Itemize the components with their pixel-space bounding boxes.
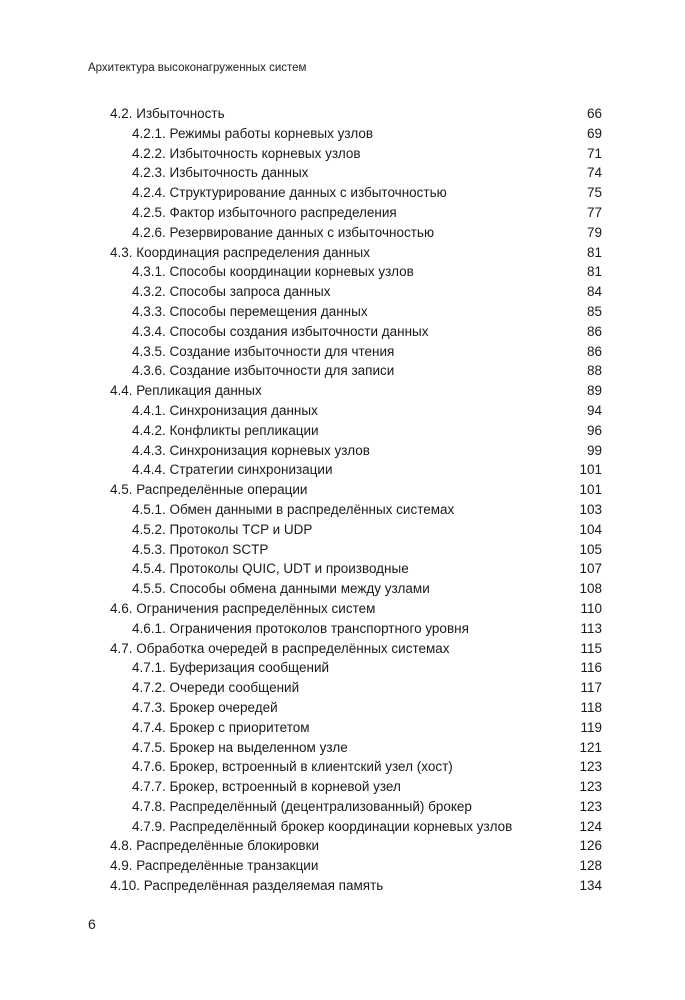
toc-entry-title: 4.7.3. Брокер очередей [132,699,278,715]
toc-subsection-entry [0,797,685,817]
toc-entry-title: 4.5.2. Протоколы TCP и UDP [132,521,313,537]
toc-entry-page: 101 [579,462,602,478]
toc-section-entry [0,639,685,659]
toc-subsection-entry [0,579,685,599]
toc-subsection-entry [0,777,685,797]
toc-entry-page: 75 [586,185,602,201]
toc-entry-title: 4.2.5. Фактор избыточного распределения [132,204,397,220]
toc-entry-page: 85 [586,303,602,319]
toc-entry-page: 126 [579,838,602,854]
toc-entry-page: 81 [586,264,602,280]
toc-entry-title: 4.7.9. Распределённый брокер координации корневых узлов [132,818,513,834]
toc-entry-page: 77 [586,204,602,220]
toc-entry-title: 4.7.7. Брокер, встроенный в корневой узел [132,779,401,795]
toc-subsection-entry [0,738,685,758]
toc-entry-page: 96 [586,422,602,438]
toc-entry-title: 4.3. Координация распределения данных [110,244,370,260]
toc-subsection-entry [0,520,685,540]
toc-subsection-entry [0,401,685,421]
toc-entry-page: 86 [586,343,602,359]
toc-entry-title: 4.5.5. Способы обмена данными между узлами [132,581,430,597]
toc-entry-title: 4.7. Обработка очередей в распределённых системах [110,640,450,656]
table-of-contents [0,104,685,896]
toc-entry-title: 4.4.3. Синхронизация корневых узлов [132,442,370,458]
toc-entry-title: 4.4.1. Синхронизация данных [132,402,318,418]
running-header: Архитектура высоконагруженных систем [88,62,307,74]
toc-section-entry [0,836,685,856]
toc-entry-page: 86 [586,323,602,339]
toc-section-entry [0,243,685,263]
toc-subsection-entry [0,757,685,777]
toc-subsection-entry [0,223,685,243]
toc-entry-title: 4.5. Распределённые операции [110,482,308,498]
toc-section-entry [0,876,685,896]
toc-entry-title: 4.7.4. Брокер с приоритетом [132,719,310,735]
toc-entry-page: 124 [579,818,602,834]
toc-subsection-entry [0,421,685,441]
toc-entry-title: 4.4. Репликация данных [110,383,262,399]
toc-entry-title: 4.2.4. Структурирование данных с избыточностью [132,185,447,201]
toc-entry-title: 4.7.1. Буферизация сообщений [132,660,330,676]
toc-entry-page: 110 [580,600,602,616]
toc-subsection-entry [0,203,685,223]
toc-subsection-entry [0,144,685,164]
toc-entry-page: 101 [579,482,602,498]
toc-entry-page: 118 [580,699,602,715]
toc-entry-title: 4.4.2. Конфликты репликации [132,422,319,438]
toc-entry-page: 121 [579,739,602,755]
toc-subsection-entry [0,718,685,738]
toc-entry-title: 4.10. Распределённая разделяемая память [110,878,384,894]
toc-entry-page: 79 [586,224,602,240]
toc-section-entry [0,104,685,124]
toc-subsection-entry [0,441,685,461]
page-number: 6 [88,916,96,932]
toc-subsection-entry [0,124,685,144]
toc-entry-title: 4.8. Распределённые блокировки [110,838,320,854]
toc-subsection-entry [0,678,685,698]
toc-subsection-entry [0,322,685,342]
toc-entry-title: 4.3.2. Способы запроса данных [132,284,331,300]
toc-entry-title: 4.3.6. Создание избыточности для записи [132,363,395,379]
toc-subsection-entry [0,817,685,837]
toc-subsection-entry [0,163,685,183]
toc-subsection-entry [0,500,685,520]
toc-subsection-entry [0,559,685,579]
toc-entry-page: 89 [586,383,602,399]
toc-entry-title: 4.2.3. Избыточность данных [132,165,309,181]
toc-entry-title: 4.3.5. Создание избыточности для чтения [132,343,395,359]
toc-entry-page: 116 [580,660,602,676]
toc-entry-page: 123 [579,779,602,795]
toc-entry-title: 4.5.3. Протокол SCTP [132,541,269,557]
toc-subsection-entry [0,282,685,302]
toc-entry-title: 4.7.5. Брокер на выделенном узле [132,739,348,755]
toc-entry-page: 134 [579,878,602,894]
toc-subsection-entry [0,698,685,718]
toc-subsection-entry [0,342,685,362]
toc-entry-title: 4.3.3. Способы перемещения данных [132,303,368,319]
toc-entry-title: 4.6. Ограничения распределённых систем [110,600,376,616]
toc-subsection-entry [0,619,685,639]
toc-entry-page: 107 [579,561,602,577]
toc-entry-page: 74 [586,165,602,181]
toc-entry-title: 4.5.4. Протоколы QUIC, UDT и производные [132,561,409,577]
toc-entry-page: 119 [580,719,602,735]
toc-entry-page: 66 [586,106,602,121]
toc-entry-page: 84 [586,284,602,300]
toc-entry-page: 94 [586,402,602,418]
toc-entry-page: 117 [580,680,602,696]
toc-entry-page: 88 [586,363,602,379]
toc-subsection-entry [0,302,685,322]
toc-entry-title: 4.3.1. Способы координации корневых узлов [132,264,414,280]
toc-entry-page: 115 [580,640,602,656]
toc-subsection-entry [0,262,685,282]
toc-entry-page: 108 [579,581,602,597]
toc-entry-page: 69 [586,125,602,141]
toc-entry-title: 4.7.6. Брокер, встроенный в клиентский узел (хост) [132,759,453,775]
toc-subsection-entry [0,183,685,203]
toc-subsection-entry [0,540,685,560]
toc-entry-title: 4.6.1. Ограничения протоколов транспортного уровня [132,620,469,636]
toc-subsection-entry [0,460,685,480]
toc-entry-title: 4.2.1. Режимы работы корневых узлов [132,125,374,141]
toc-section-entry [0,856,685,876]
toc-section-entry [0,381,685,401]
toc-entry-title: 4.9. Распределённые транзакции [110,858,319,874]
toc-entry-page: 71 [586,145,602,161]
toc-entry-title: 4.5.1. Обмен данными в распределённых системах [132,501,455,517]
toc-entry-page: 123 [579,798,602,814]
toc-entry-page: 105 [579,541,602,557]
toc-entry-title: 4.2. Избыточность [110,106,225,121]
toc-entry-page: 113 [580,620,602,636]
toc-entry-title: 4.2.2. Избыточность корневых узлов [132,145,361,161]
toc-entry-title: 4.7.8. Распределённый (децентрализованный) брокер [132,798,472,814]
toc-section-entry [0,480,685,500]
toc-entry-page: 103 [579,501,602,517]
toc-subsection-entry [0,658,685,678]
toc-entry-page: 123 [579,759,602,775]
toc-entry-page: 99 [586,442,602,458]
toc-entry-title: 4.3.4. Способы создания избыточности данных [132,323,429,339]
toc-entry-page: 81 [586,244,602,260]
toc-entry-page: 128 [579,858,602,874]
toc-entry-title: 4.2.6. Резервирование данных с избыточностью [132,224,435,240]
toc-subsection-entry [0,361,685,381]
toc-entry-title: 4.7.2. Очереди сообщений [132,680,300,696]
toc-entry-title: 4.4.4. Стратегии синхронизации [132,462,333,478]
toc-section-entry [0,599,685,619]
toc-entry-page: 104 [579,521,602,537]
